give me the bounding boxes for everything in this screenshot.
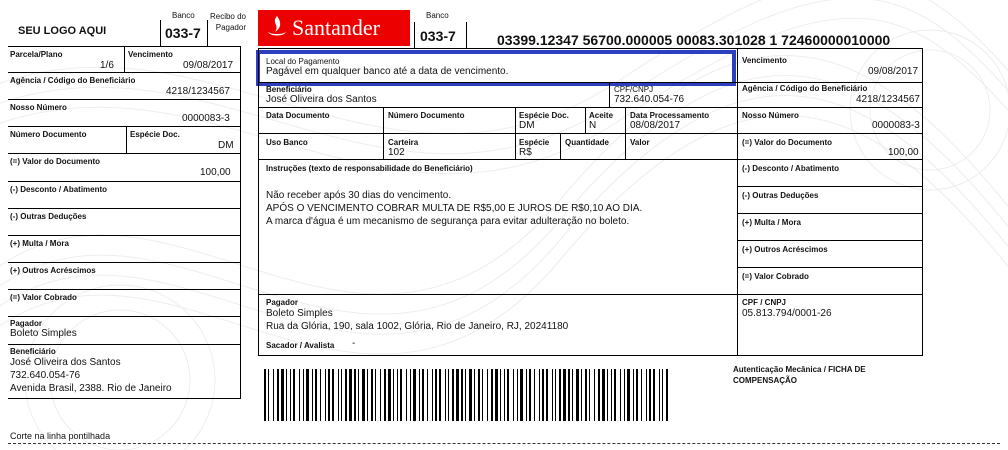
slip-numero-doc-label: Número Documento [388,111,465,120]
slip-desconto-label: (-) Desconto / Abatimento [742,164,840,173]
slip-aceite-value: N [589,120,597,131]
receipt-valor-doc-label: (=) Valor do Documento [10,157,101,166]
receipt-agencia-label: Agência / Código do Beneficiário [10,76,136,85]
slip-valor-doc-value: 100,00 [888,147,919,158]
digitable-line[interactable]: 03399.12347 56700.000005 00083.301028 1 72460000010000 [497,32,891,48]
santander-brand: Santander [292,15,380,40]
receipt-label: Recibo do Pagador [209,12,246,32]
receipt-beneficiario-doc: 732.640.054-76 [10,370,81,381]
receipt-valor-cobrado-label: (=) Valor Cobrado [10,293,77,302]
local-pagamento-value: Pagável em qualquer banco até a data de vencimento. [266,66,509,77]
slip-especie-label: Espécie [519,138,550,147]
slip-aceite-label: Aceite [589,111,614,120]
receipt-beneficiario-label: Beneficiário [10,347,56,356]
sacador-value: - [352,338,356,349]
slip-nosso-numero-value: 0000083-3 [872,120,920,131]
local-pagamento-label: Local do Pagamento [266,57,340,66]
receipt-valor-doc-value: 100,00 [200,167,231,178]
receipt-vencimento-value: 09/08/2017 [183,60,234,71]
slip-pagador-label: Pagador [266,298,299,307]
receipt-parcela-value: 1/6 [100,60,114,71]
slip-valor-doc-label: (=) Valor do Documento [742,138,833,147]
receipt-bank-code: 033-7 [165,25,201,41]
receipt-especie-doc-label: Espécie Doc. [130,130,180,139]
cut-line [8,443,1000,444]
slip-valor-cobrado-label: (=) Valor Cobrado [742,272,809,281]
santander-flame-icon [266,15,288,41]
barcode [264,369,669,421]
slip-data-doc-label: Data Documento [266,111,330,120]
slip-vencimento-label: Vencimento [742,56,787,65]
instrucoes-label: Instruções (texto de responsabilidade do Beneficiário) [266,164,473,173]
receipt-pagador-value: Boleto Simples [10,328,77,339]
slip-carteira-label: Carteira [388,138,419,147]
slip-quantidade-label: Quantidade [565,138,610,147]
slip-especie-value: R$ [519,147,532,158]
slip-beneficiario-value: José Oliveira dos Santos [266,94,377,105]
instrucao-line-1: Não receber após 30 dias do vencimento. [266,190,452,201]
receipt-logo: SEU LOGO AQUI [18,25,107,37]
slip-data-proc-label: Data Processamento [630,111,710,120]
receipt-nosso-numero-value: 0000083-3 [182,113,230,124]
receipt-beneficiario-address: Avenida Brasil, 2388. Rio de Janeiro [10,383,172,394]
slip-bank-label: Banco [426,11,449,20]
slip-bank-code: 033-7 [420,28,456,44]
slip-agencia-label: Agência / Código do Beneficiário [742,84,868,93]
slip-pagador-cnpj-label: CPF / CNPJ [742,298,787,307]
receipt-pagador-label: Pagador [10,319,43,328]
autenticacao-label: Autenticação Mecânica / FICHA DE COMPENSAÇÃO [733,365,866,385]
slip-pagador-cnpj-value: 05.813.794/0001-26 [742,308,832,319]
receipt-parcela-label: Parcela/Plano [10,50,63,59]
slip-cpf-label: CPF/CNPJ [614,85,654,94]
receipt-multa-label: (+) Multa / Mora [10,239,69,248]
receipt-agencia-value: 4218/1234567 [166,86,230,97]
slip-pagador-address: Rua da Glória, 190, sala 1002, Glória, Rio de Janeiro, RJ, 20241180 [266,321,569,332]
slip-especie-doc-value: DM [519,120,535,131]
instrucao-line-3: A marca d'água é um mecanismo de segurança para evitar adulteração no boleto. [266,216,630,227]
slip-multa-label: (+) Multa / Mora [742,218,801,227]
slip-vencimento-value: 09/08/2017 [868,66,919,77]
slip-beneficiario-label: Beneficiário [266,85,312,94]
slip-carteira-value: 102 [388,147,405,158]
receipt-nosso-numero-label: Nosso Número [10,103,67,112]
receipt-outras-deducoes-label: (-) Outras Deduções [10,212,87,221]
slip-especie-doc-label: Espécie Doc. [519,111,569,120]
santander-logo [258,10,410,46]
slip-uso-banco-label: Uso Banco [266,138,308,147]
receipt-outros-acrescimos-label: (+) Outros Acréscimos [10,266,96,275]
slip-valor-label: Valor [630,138,650,147]
receipt-especie-doc-value: DM [218,140,234,151]
instrucao-line-2: APÓS O VENCIMENTO COBRAR MULTA DE R$5,00 E JUROS DE R$0,10 AO DIA. [266,203,643,214]
slip-cpf-value: 732.640.054-76 [614,94,685,105]
receipt-beneficiario-name: José Oliveira dos Santos [10,357,121,368]
slip-outras-deducoes-label: (-) Outras Deduções [742,191,819,200]
receipt-vencimento-label: Vencimento [128,50,173,59]
cut-line-label: Corte na linha pontilhada [10,431,111,441]
receipt-desconto-label: (-) Desconto / Abatimento [10,185,108,194]
sacador-label: Sacador / Avalista [266,341,335,350]
slip-pagador-name: Boleto Simples [266,308,333,319]
slip-outros-acrescimos-label: (+) Outros Acréscimos [742,245,828,254]
slip-data-proc-value: 08/08/2017 [630,120,681,131]
slip-agencia-value: 4218/1234567 [856,94,920,105]
receipt-numero-doc-label: Número Documento [10,130,87,139]
slip-nosso-numero-label: Nosso Número [742,111,799,120]
receipt-bank-label: Banco [172,11,195,20]
